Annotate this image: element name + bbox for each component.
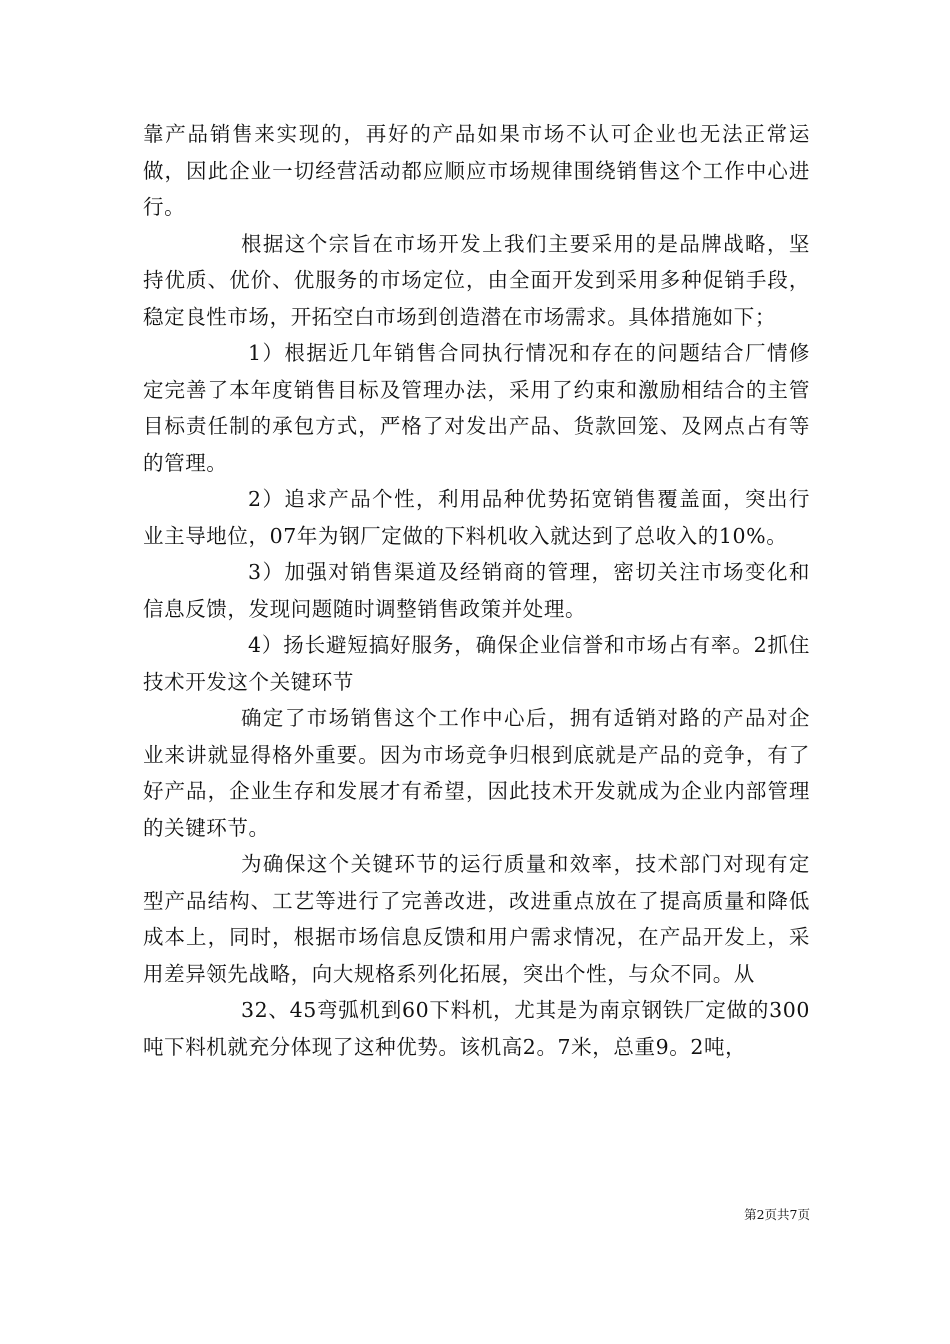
paragraph-tech-development: 确定了市场销售这个工作中心后，拥有适销对路的产品对企业来讲就显得格外重要。因为市场竞争归根到底就是产品的竞争，有了好产品，企业生存和发展才有希望，因此技术开发就成为企业内部管理的关键环节。: [143, 706, 810, 840]
document-body: [143, 116, 810, 1065]
paragraph-machines: 32、45弯弧机到60下料机，尤其是为南京钢铁厂定做的300吨下料机就充分体现了这种优势。该机高2。7米，总重9。2吨，: [143, 998, 810, 1059]
paragraph-quality-efficiency: 为确保这个关键环节的运行质量和效率，技术部门对现有定型产品结构、工艺等进行了完善改进，改进重点放在了提高质量和降低成本上，同时，根据市场信息反馈和用户需求情况，在产品开发上，采用差异领先战略，向大规格系列化拓展，突出个性，与众不同。从: [143, 852, 810, 986]
paragraph-item-3: 3）加强对销售渠道及经销商的管理，密切关注市场变化和信息反馈，发现问题随时调整销售政策并处理。: [143, 560, 810, 621]
paragraph-item-4: 4）扬长避短搞好服务，确保企业信誉和市场占有率。2抓住技术开发这个关键环节: [143, 633, 810, 694]
page-number-footer: 第2页共7页: [744, 1207, 810, 1222]
paragraph-continuation: 靠产品销售来实现的，再好的产品如果市场不认可企业也无法正常运做，因此企业一切经营活动都应顺应市场规律围绕销售这个工作中心进行。: [143, 122, 810, 219]
paragraph-item-2: 2）追求产品个性，利用品种优势拓宽销售覆盖面，突出行业主导地位，07年为钢厂定做的下料机收入就达到了总收入的10%。: [143, 487, 810, 548]
paragraph-item-1: 1）根据近几年销售合同执行情况和存在的问题结合厂情修定完善了本年度销售目标及管理办法，采用了约束和激励相结合的主管目标责任制的承包方式，严格了对发出产品、货款回笼、及网点占有等的管理。: [143, 341, 810, 475]
paragraph-market-strategy: 根据这个宗旨在市场开发上我们主要采用的是品牌战略，坚持优质、优价、优服务的市场定位，由全面开发到采用多种促销手段，稳定良性市场，开拓空白市场到创造潜在市场需求。具体措施如下；: [143, 231, 810, 329]
